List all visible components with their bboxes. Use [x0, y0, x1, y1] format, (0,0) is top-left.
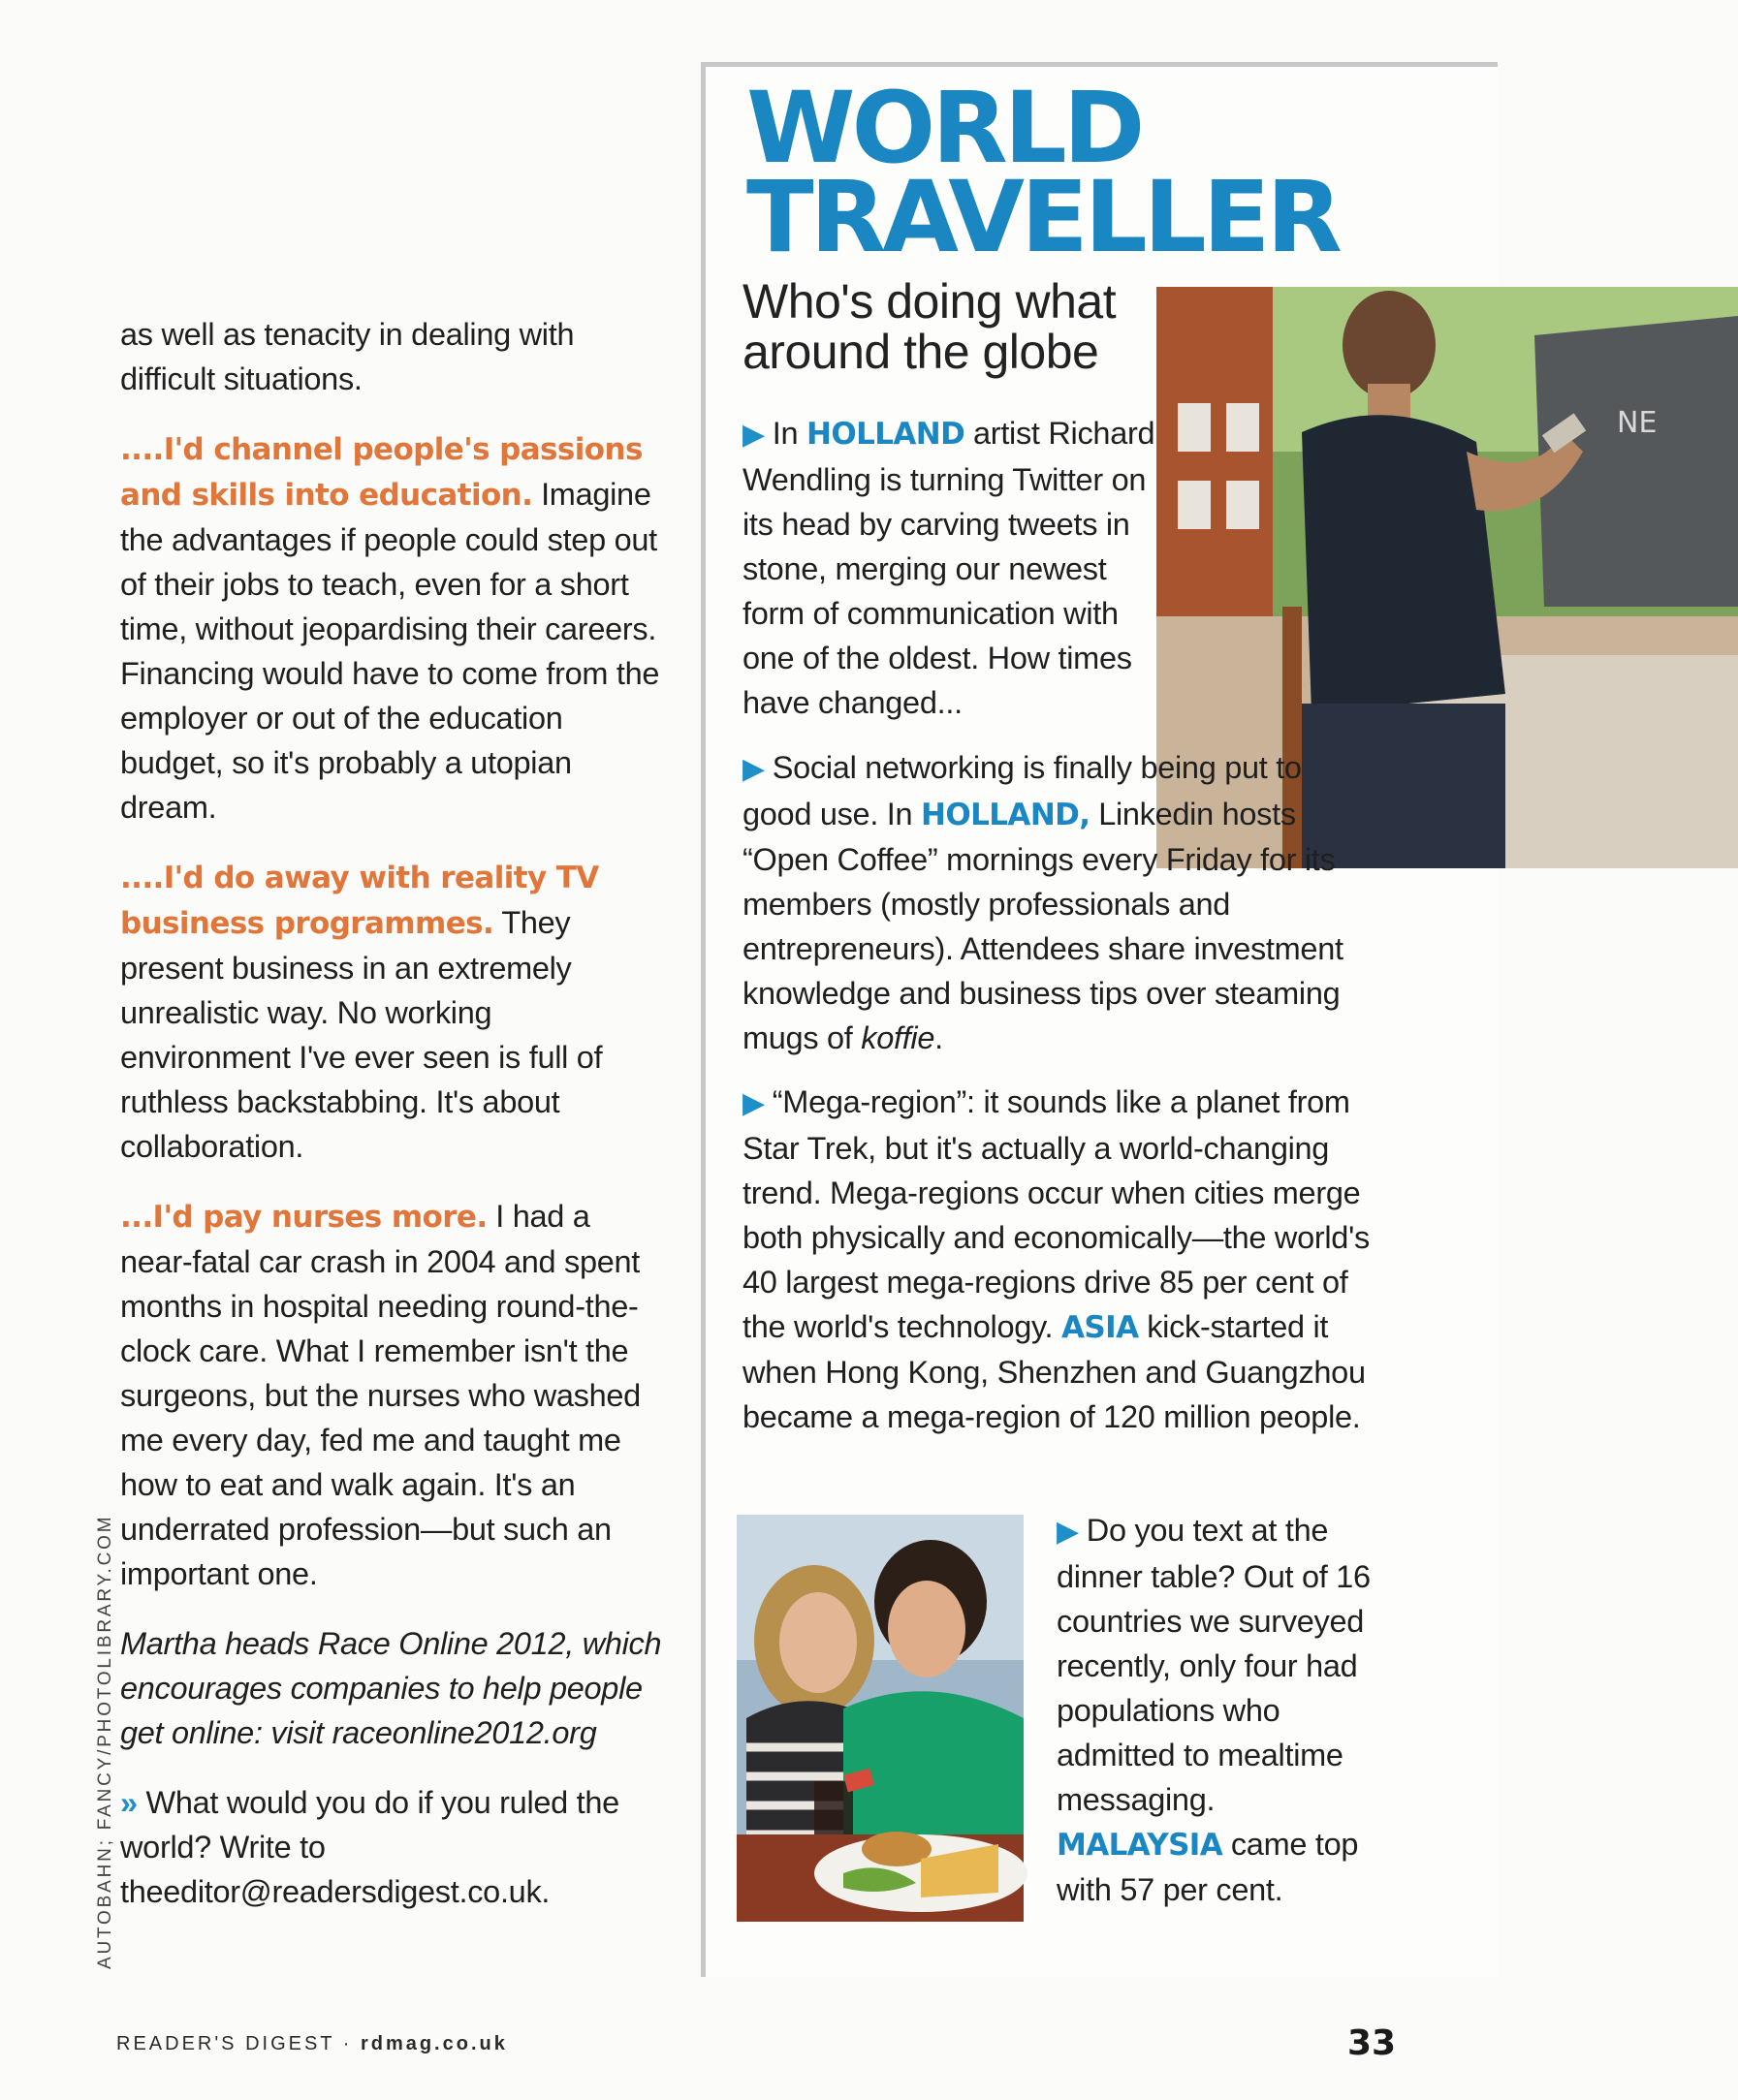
left-column: [120, 312, 663, 1939]
story2-text: Linkedin hosts “Open Coffee” mornings every Friday for its members (mostly professionals and entrepreneurs). Attendees share investment knowledge and business tips over steaming mugs of: [743, 797, 1343, 1055]
story2-pre: Social networking is finally being put to good use. In: [743, 750, 1302, 831]
call-to-action: [120, 1780, 663, 1914]
story-asia-mega-regions: [743, 1080, 1382, 1439]
story4-pre: Do you text at the dinner table? Out of 16 countries we surveyed recently, only four had populations who admitted to mealtime messaging.: [1057, 1513, 1371, 1817]
intro-paragraph: [120, 312, 663, 401]
reality-tv-body: They present business in an extremely unrealistic way. No working environment I've ever seen is full of ruthless backstabbing. It's about collaboration.: [120, 905, 603, 1164]
page-number: 33: [1347, 2023, 1397, 2063]
subtitle-line-2: around the globe: [743, 325, 1099, 379]
intro-text: as well as tenacity in dealing with difficult situations.: [120, 317, 575, 396]
education-paragraph: [120, 426, 663, 830]
story3-text: kick-started it when Hong Kong, Shenzhen and Guangzhou became a mega-region of 120 million people.: [743, 1309, 1366, 1434]
double-chevron-icon: »: [120, 1785, 138, 1820]
title-line-1: WORLD: [746, 71, 1142, 186]
footer-masthead: [116, 2033, 508, 2055]
story1-country: HOLLAND: [806, 417, 965, 452]
story3-country: ASIA: [1061, 1310, 1139, 1345]
nurses-lead: ...I'd pay nurses more.: [120, 1200, 488, 1235]
story2-end: .: [934, 1020, 943, 1055]
dinner-table-photo: [737, 1515, 1024, 1922]
subtitle-line-1: Who's doing what: [743, 274, 1117, 329]
play-arrow-icon: ▶: [743, 419, 765, 451]
education-lead: ....I'd channel people's passions and skills into education.: [120, 432, 643, 513]
story-malaysia-mealtime-messaging: [1057, 1508, 1386, 1912]
story-holland-open-coffee: [743, 745, 1363, 1060]
reality-tv-paragraph: [120, 855, 663, 1169]
story4-country: MALAYSIA: [1057, 1828, 1223, 1863]
nurses-paragraph: [120, 1194, 663, 1596]
play-arrow-icon: ▶: [743, 753, 765, 785]
world-traveller-panel: [701, 62, 1658, 1977]
photo-sign-text: NE: [1617, 406, 1658, 440]
story2-italic: koffie: [861, 1020, 935, 1055]
story2-country: HOLLAND,: [921, 798, 1090, 832]
story1-text: artist Richard Wendling is turning Twitter on its head by carving tweets in stone, merging our newest form of communication with one of the oldest. How times have changed...: [743, 416, 1155, 720]
education-body: Imagine the advantages if people could step out of their jobs to teach, even for a short time, without jeopardising their careers. Financing would have to come from the employer or out of the education budget, so it's probably a utopian dream.: [120, 477, 660, 825]
story4-text: came top with 57 per cent.: [1057, 1827, 1359, 1907]
magazine-name: READER'S DIGEST: [116, 2033, 335, 2054]
author-bio-text: Martha heads Race Online 2012, which encourages companies to help people get online: visit raceonline2012.org: [120, 1626, 662, 1750]
photo-credit: AUTOBAHN; FANCY/PHOTOLIBRARY.COM: [95, 1514, 115, 1969]
play-arrow-icon: ▶: [1057, 1516, 1079, 1548]
play-arrow-icon: ▶: [743, 1087, 765, 1119]
panel-title: [746, 71, 1339, 275]
call-to-action-text: What would you do if you ruled the world? Write to theeditor@readersdigest.co.uk.: [120, 1785, 619, 1909]
dinner-table-illustration: [737, 1515, 1024, 1922]
panel-subtitle: [743, 276, 1116, 377]
reality-tv-lead: ....I'd do away with reality TV business programmes.: [120, 861, 599, 941]
magazine-url[interactable]: rdmag.co.uk: [360, 2033, 508, 2054]
nurses-body: I had a near-fatal car crash in 2004 and spent months in hospital needing round-the-clock care. What I remember isn't the surgeons, but the nurses who washed me every day, fed me and taught me how to eat and walk again. It's an underrated profession—but such an important one.: [120, 1199, 641, 1591]
title-line-2: TRAVELLER: [746, 160, 1339, 275]
footer-separator: ·: [334, 2033, 361, 2054]
story1-pre: In: [772, 416, 807, 451]
story-holland-stone-tweets: [743, 411, 1169, 725]
story3-pre: “Mega-region”: it sounds like a planet from Star Trek, but it's actually a world-changing trend. Mega-regions occur when cities merge both physically and economically—the world's 40 largest mega-regions drive 85 per cent of the world's technology.: [743, 1084, 1370, 1344]
author-bio: [120, 1621, 663, 1755]
